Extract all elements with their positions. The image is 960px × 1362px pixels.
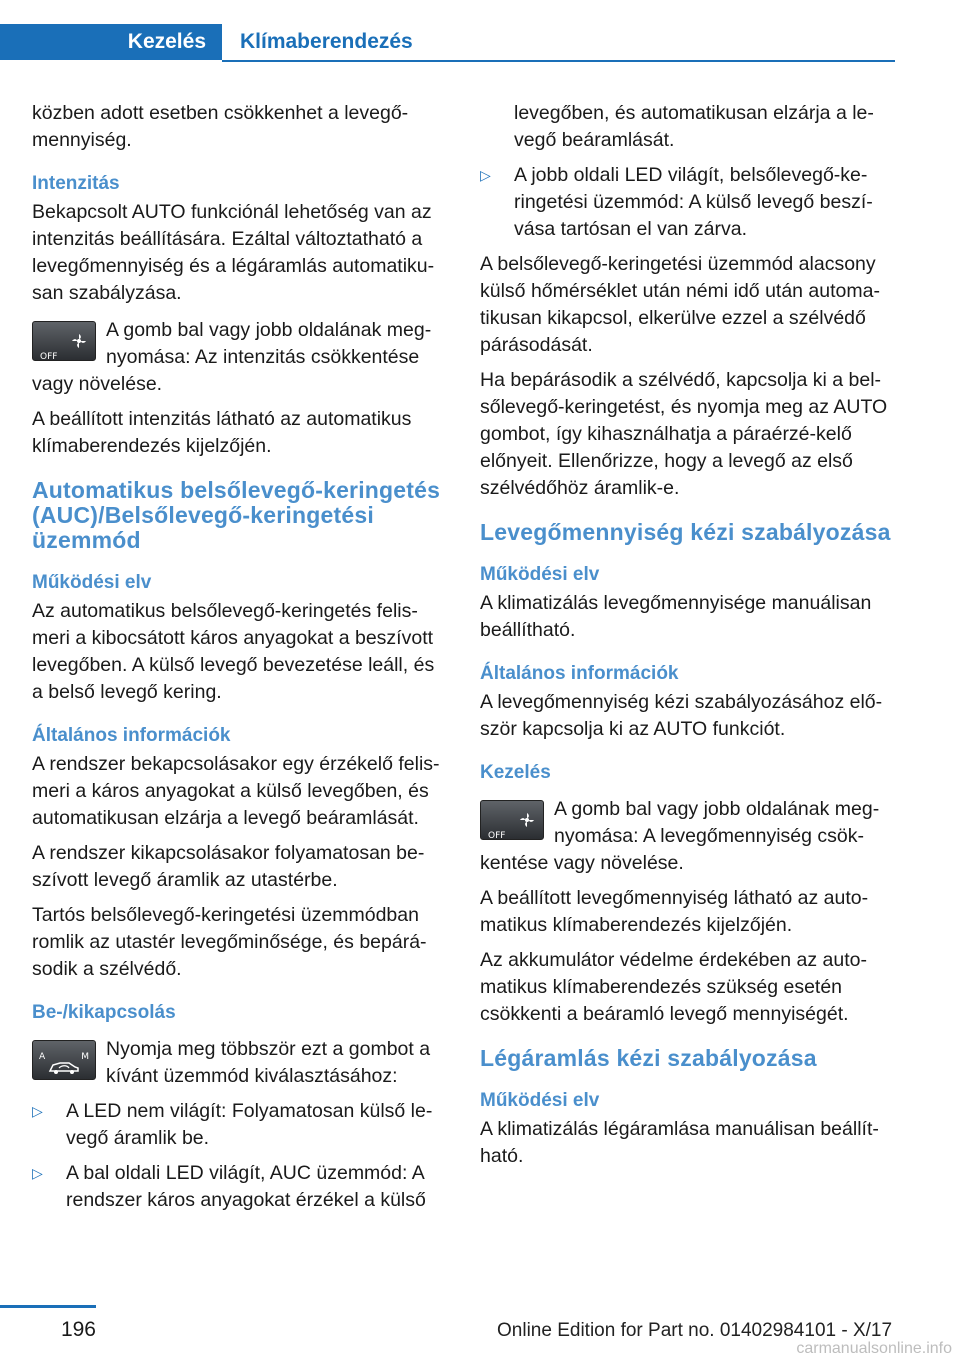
triangle-bullet-icon: ▷: [32, 1103, 43, 1119]
list-item: [480, 162, 898, 243]
paragraph: A beállított levegőmennyiség látható az auto‐matikus klímaberendezés kijelzőjén.: [480, 887, 869, 936]
recirculation-button-icon: [32, 1040, 96, 1080]
page-number: 196: [0, 1305, 96, 1342]
heading-kezeles: Kezelés: [480, 762, 551, 783]
icon-instruction-text: A gomb bal vagy jobb oldalának meg‐nyomása: A levegőmennyiség csök‐kentése vagy növelése.: [480, 798, 880, 874]
paragraph: A klimatizálás légáramlása manuálisan beállít‐ható.: [480, 1118, 879, 1167]
paragraph: Az akkumulátor védelme érdekében az auto‐matikus klímaberendezés szükség esetén csökkenti a beáramló levegő mennyiségét.: [480, 949, 867, 1025]
heading-legaramlas: Légáramlás kézi szabályozása: [480, 1045, 817, 1071]
heading-mukodesi-elv: Működési elv: [32, 572, 152, 593]
paragraph: Bekapcsolt AUTO funkciónál lehetőség van az intenzitás beállítására. Ezáltal változtatható a levegőmennyiség és a légáramlás automatiku‐san szabályzása.: [32, 201, 435, 304]
list-item-text: A bal oldali LED világít, AUC üzemmód: A rendszer káros anyagokat érzékel a külső: [66, 1162, 426, 1211]
list-item-text: A jobb oldali LED világít, belsőlevegő-ke‐ringetési üzemmód: A külső levegő beszí‐vása tartósan el van zárva.: [514, 164, 873, 240]
paragraph: A rendszer bekapcsolásakor egy érzékelő felis‐meri a káros anyagokat a külső levegőben, és automatikusan elzárja a levegő beáramlását.: [32, 753, 440, 829]
list-item-continuation: levegőben, és automatikusan elzárja a le‐vegő beáramlását.: [514, 102, 874, 151]
led-list-continued: [480, 162, 898, 243]
heading-altalanos: Általános információk: [480, 663, 679, 684]
paragraph: Tartós belsőlevegő-keringetési üzemmódban romlik az utastér levegőminősége, és bepárá‐sodik a szélvédő.: [32, 904, 427, 980]
heading-be-kikapcsolas: Be-/kikapcsolás: [32, 1002, 176, 1023]
paragraph: A levegőmennyiség kézi szabályozásához elő‐ször kapcsolja ki az AUTO funkciót.: [480, 691, 883, 740]
heading-levegomennyiseg: Levegőmennyiség kézi szabályozása: [480, 519, 891, 545]
icon-instruction: [32, 317, 450, 398]
list-item-text: A LED nem világít: Folyamatosan külső le‐vegő áramlik be.: [66, 1100, 433, 1149]
heading-mukodesi-elv: Működési elv: [480, 1090, 600, 1111]
left-column: [32, 100, 450, 1222]
header-tabbar: [0, 24, 895, 62]
paragraph: A beállított intenzitás látható az automatikus klímaberendezés kijelzőjén.: [32, 408, 412, 457]
heading-altalanos: Általános információk: [32, 725, 231, 746]
list-item: [32, 1098, 450, 1152]
car-recirculation-icon: [47, 1058, 81, 1076]
paragraph: A klimatizálás levegőmennyisége manuálisan beállítható.: [480, 592, 872, 641]
icon-instruction: [32, 1036, 450, 1090]
paragraph: közben adott esetben csökkenhet a levegő‐mennyiség.: [32, 102, 409, 151]
paragraph: Az automatikus belsőlevegő-keringetés felis‐meri a kibocsátott káros anyagokat a beszívott levegőben. A külső levegő bevezetése leáll, és a belső levegő kering.: [32, 600, 435, 703]
list-item: [32, 1160, 450, 1214]
a-label: A: [39, 1052, 46, 1062]
heading-mukodesi-elv: Működési elv: [480, 564, 600, 585]
off-label: OFF: [488, 831, 506, 841]
icon-instruction: [480, 796, 898, 877]
paragraph: Ha bepárásodik a szélvédő, kapcsolja ki a bel‐sőlevegő-keringetést, és nyomja meg az AUTO gombot, így kihasználhatja a páraérzé‐kelő előnyeit. Ellenőrizze, hogy a levegő az első szélvédőhöz áramlik-e.: [480, 369, 888, 499]
paragraph: A rendszer kikapcsolásakor folyamatosan be‐szívott levegő áramlik az utastérbe.: [32, 842, 425, 891]
paragraph: A belsőlevegő-keringetési üzemmód alacsony külső hőmérséklet után némi idő után automa‐tikusan kikapcsol, elkerülve ezzel a szélvédő párásodását.: [480, 253, 880, 356]
heading-intenzitas: Intenzitás: [32, 173, 120, 194]
edition-footer: Online Edition for Part no. 01402984101 - X/17: [497, 1320, 893, 1341]
header-rule: [222, 60, 895, 62]
watermark: carmanualsonline.info: [796, 1340, 952, 1357]
fan-button-icon: [480, 800, 544, 840]
led-list: [32, 1098, 450, 1214]
triangle-bullet-icon: ▷: [480, 167, 491, 183]
tab-kezeles: Kezelés: [0, 24, 222, 60]
icon-instruction-text: Nyomja meg többször ezt a gombot a kívánt üzemmód kiválasztásához:: [106, 1038, 431, 1087]
off-label: OFF: [40, 352, 58, 362]
right-column: [480, 100, 898, 1178]
triangle-bullet-icon: ▷: [32, 1165, 43, 1181]
heading-auc: Automatikus belsőlevegő-keringetés (AUC)/Belsőlevegő-keringetési üzemmód: [32, 477, 441, 553]
fan-icon: [71, 333, 87, 349]
fan-button-icon: [32, 321, 96, 361]
fan-icon: [519, 812, 535, 828]
m-label: M: [81, 1052, 89, 1062]
icon-instruction-text: A gomb bal vagy jobb oldalának meg‐nyomása: Az intenzitás csökkentése vagy növelése.: [32, 319, 432, 395]
tab-klimaberendezes: Klímaberendezés: [240, 30, 413, 53]
